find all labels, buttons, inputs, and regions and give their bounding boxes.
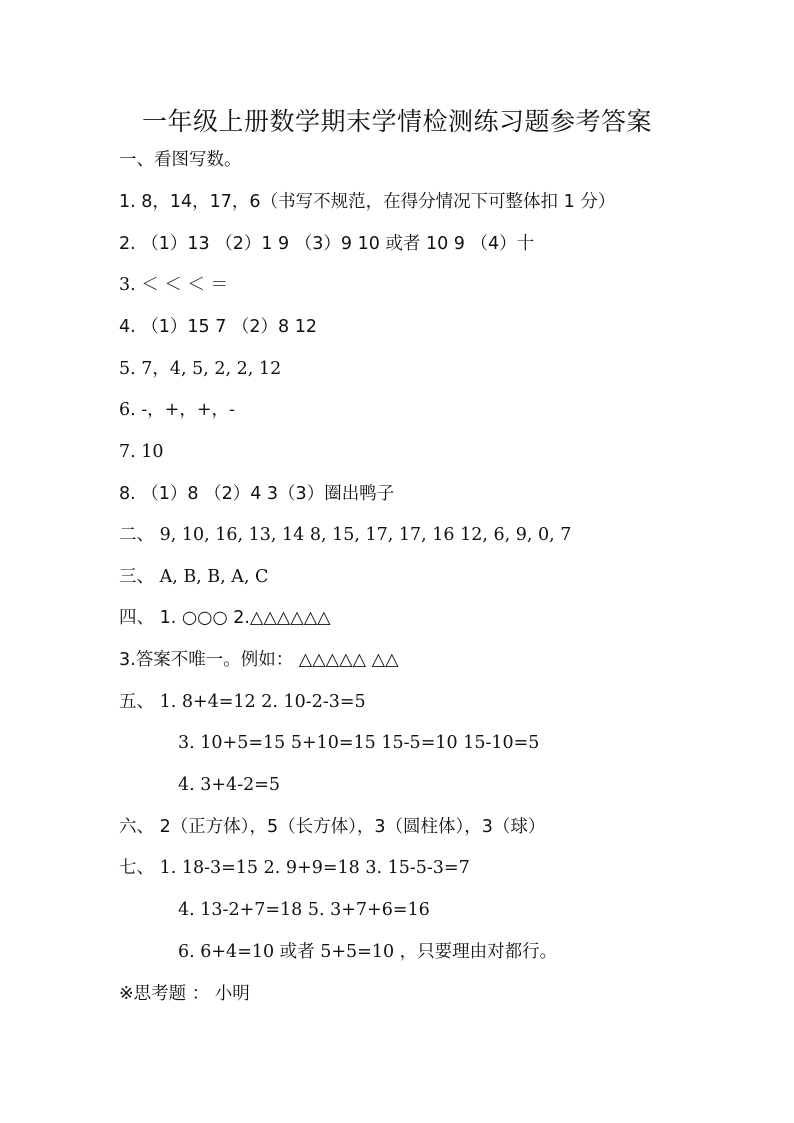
answer-1-7: 7. 10 <box>119 442 164 462</box>
section-6-answers: 六、 2（正方体），5（长方体），3（圆柱体），3（球） <box>119 817 546 837</box>
document-title: 一年级上册数学期末学情检测练习题参考答案 <box>141 107 652 136</box>
answer-1-1: 1. 8，14，17，6（书写不规范，在得分情况下可整体扣 1 分） <box>119 192 616 212</box>
section-7-answers-1-3: 七、 1. 18-3=15 2. 9+9=18 3. 15-5-3=7 <box>119 858 470 878</box>
answer-1-8: 8. （1）8 （2）4 3（3）圈出鸭子 <box>119 484 395 504</box>
section-4-answer-3: 3.答案不唯一。例如： △△△△△ △△ <box>119 650 399 670</box>
section-4-answers: 四、 1. ○○○ 2.△△△△△△ <box>119 608 331 628</box>
section-3-answers: 三、 A, B, B, A, C <box>119 567 269 587</box>
section-7-answer-6: 6. 6+4=10 或者 5+5=10 ，只要理由对都行。 <box>178 942 558 962</box>
section-1-heading: 一、看图写数。 <box>119 150 242 170</box>
answer-1-6: 6. -，+，+，- <box>119 400 235 420</box>
answer-1-3: 3. ＜ ＜ ＜ ＝ <box>119 275 228 295</box>
answer-1-2: 2. （1）13 （2）1 9 （3）9 10 或者 10 9 （4）十 <box>119 234 535 254</box>
section-2-answers: 二、 9, 10, 16, 13, 14 8, 15, 17, 17, 16 12, 6, 9, 0, 7 <box>119 525 572 545</box>
section-7-answers-4-5: 4. 13-2+7=18 5. 3+7+6=16 <box>178 900 430 920</box>
thinking-question-answer: ※思考题 ： 小明 <box>119 984 250 1004</box>
answer-1-4: 4. （1）15 7 （2）8 12 <box>119 317 318 337</box>
section-5-answer-3: 3. 10+5=15 5+10=15 15-5=10 15-10=5 <box>178 733 540 753</box>
section-5-answers-1-2: 五、 1. 8+4=12 2. 10-2-3=5 <box>119 692 366 712</box>
section-5-answer-4: 4. 3+4-2=5 <box>178 775 281 795</box>
answer-1-5: 5. 7，4, 5, 2, 2, 12 <box>119 359 282 379</box>
